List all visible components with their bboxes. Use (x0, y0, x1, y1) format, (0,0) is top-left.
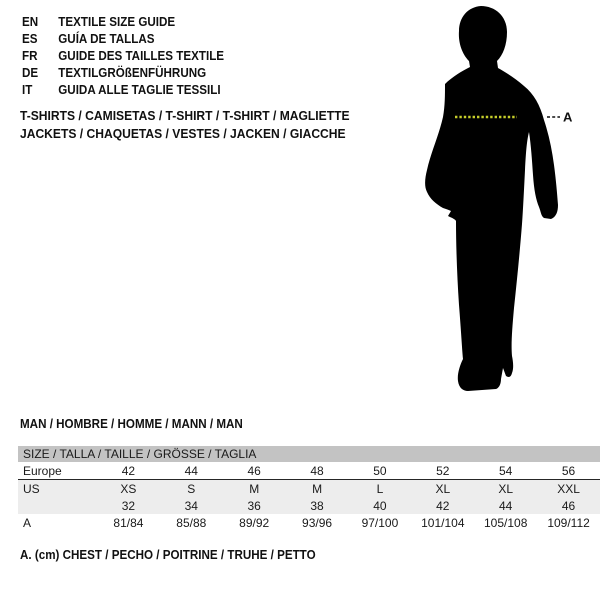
language-row (22, 47, 224, 64)
language-code: DE (22, 65, 39, 80)
footnote-chest: A. (cm) CHEST / PECHO / POITRINE / TRUHE / PETTO (20, 548, 316, 562)
size-cell: 50 (349, 462, 412, 480)
language-code: ES (22, 31, 38, 46)
man-silhouette (425, 6, 558, 391)
language-label: GUIDE DES TAILLES TEXTILE (58, 48, 225, 63)
size-cell: 89/92 (239, 515, 270, 530)
size-cell: M (223, 480, 286, 498)
size-cell: 52 (411, 462, 474, 480)
size-cell: 105/108 (483, 515, 528, 530)
language-label: GUÍA DE TALLAS (58, 31, 155, 46)
size-table-grid (18, 446, 600, 531)
size-cell: 101/104 (421, 515, 465, 530)
size-cell: 46 (223, 462, 286, 480)
table-row (18, 462, 600, 480)
language-code: FR (22, 48, 38, 63)
language-code: IT (22, 82, 33, 97)
category-list (20, 107, 374, 142)
category-jackets: JACKETS / CHAQUETAS / VESTES / JACKEN / GIACCHE (20, 125, 346, 141)
language-row (22, 64, 224, 81)
size-cell: 109/112 (547, 515, 590, 530)
size-cell: XXL (537, 480, 600, 498)
size-cell: 56 (537, 462, 600, 480)
size-cell: 34 (160, 497, 223, 514)
size-cell: L (349, 480, 412, 498)
size-cell: 46 (537, 497, 600, 514)
language-label: GUIDA ALLE TAGLIE TESSILI (58, 82, 221, 97)
language-code: EN (22, 14, 39, 29)
size-cell: 42 (97, 462, 160, 480)
row-label: A (23, 515, 32, 530)
table-row (18, 514, 600, 531)
language-row (22, 81, 224, 98)
size-cell: XL (411, 480, 474, 498)
man-silhouette-figure (410, 0, 600, 420)
size-cell: M (286, 480, 349, 498)
language-row (22, 30, 224, 47)
size-table-body (18, 462, 600, 531)
category-tshirts: T-SHIRTS / CAMISETAS / T-SHIRT / T-SHIRT / MAGLIETTE (20, 108, 350, 123)
language-list (22, 13, 239, 98)
size-cell: 97/100 (361, 515, 399, 530)
row-label: US (18, 480, 97, 498)
size-cell: 36 (223, 497, 286, 514)
size-cell: 85/88 (176, 515, 207, 530)
size-cell: 32 (97, 497, 160, 514)
section-title-man: MAN / HOMBRE / HOMME / MANN / MAN (20, 417, 243, 431)
row-label: Europe (18, 462, 97, 480)
language-label: TEXTILGRÖßENFÜHRUNG (58, 65, 207, 80)
table-header-label: SIZE / TALLA / TAILLE / GRÖSSE / TAGLIA (18, 446, 600, 462)
language-label: TEXTILE SIZE GUIDE (58, 14, 176, 29)
row-label (18, 497, 97, 514)
size-cell: 54 (474, 462, 537, 480)
size-cell: 93/96 (302, 515, 333, 530)
size-cell: 48 (286, 462, 349, 480)
size-cell: S (160, 480, 223, 498)
table-row (18, 497, 600, 514)
size-cell: 42 (411, 497, 474, 514)
man-silhouette-svg (410, 0, 600, 420)
table-header-row (18, 446, 600, 462)
size-cell: 38 (286, 497, 349, 514)
size-cell: 44 (474, 497, 537, 514)
size-table (18, 446, 600, 531)
size-cell: XL (474, 480, 537, 498)
measure-label: A (563, 109, 573, 125)
size-cell: 44 (160, 462, 223, 480)
size-cell: XS (97, 480, 160, 498)
size-cell: 81/84 (113, 515, 144, 530)
language-row (22, 13, 224, 30)
size-cell: 40 (349, 497, 412, 514)
table-row (18, 480, 600, 498)
